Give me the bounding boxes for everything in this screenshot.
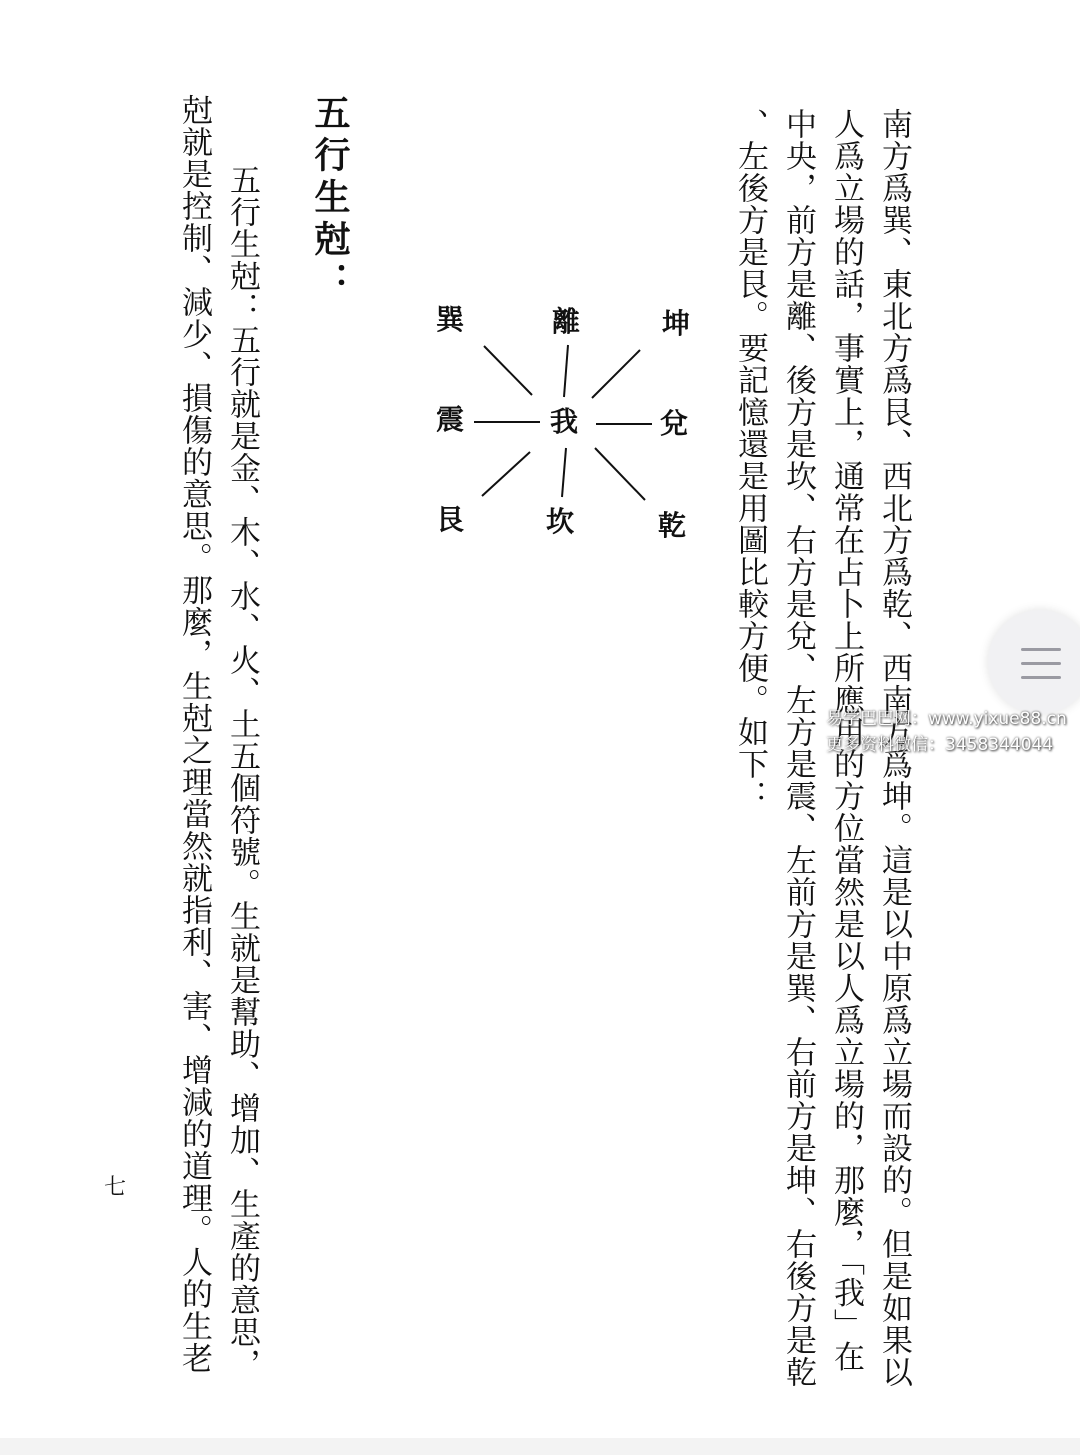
diagram-label-gen: 艮 [436,503,465,536]
watermark-wechat: 更多资料微信：3458344044 [826,735,1054,755]
section-text-column-1: 五行生尅：五行就是金、木、水、火、土五個符號。生就是幫助、增加、生產的意思， [224,132,260,1380]
diagram-label-xun: 巽 [436,303,465,336]
hamburger-menu-icon [988,610,1080,714]
watermark-site: 易学巴巴网：www.yixue88.cn [826,709,1067,729]
diagram-label-kan: 坎 [546,505,575,538]
diagram-center-wo: 我 [550,405,579,438]
bottom-strip [0,1438,1080,1455]
diagram-label-li: 離 [552,305,581,338]
text-column-2: 人爲立場的話，事實上，通常在占卜上所應用的方位當然是以人爲立場的，那麼，「我」在 [828,108,864,1373]
text-column-4: 、左後方是艮。要記憶還是用圖比較方便。如下： [732,108,768,812]
diagram-label-kun: 坤 [662,307,691,340]
section-text-column-2: 尅就是控制、減少、損傷的意思。那麼，生尅之理當然就指利、害、增減的道理。人的生老 [176,94,212,1374]
text-column-1: 南方爲巽、東北方爲艮、西北方爲乾、西南方爲坤。這是以中原爲立場而設的。但是如果以 [876,108,912,1388]
diagram-label-zhen: 震 [436,403,465,436]
diagram-label-dui: 兌 [660,407,689,440]
page-number: 七 [104,1175,127,1200]
text-column-3: 中央，前方是離、後方是坎、右方是兌、左方是震、左前方是巽、右前方是坤、右後方是乾 [780,108,816,1388]
diagram-label-qian: 乾 [658,509,687,542]
floating-menu-button[interactable] [988,610,1080,714]
section-heading: 五行生尅： [309,94,350,304]
